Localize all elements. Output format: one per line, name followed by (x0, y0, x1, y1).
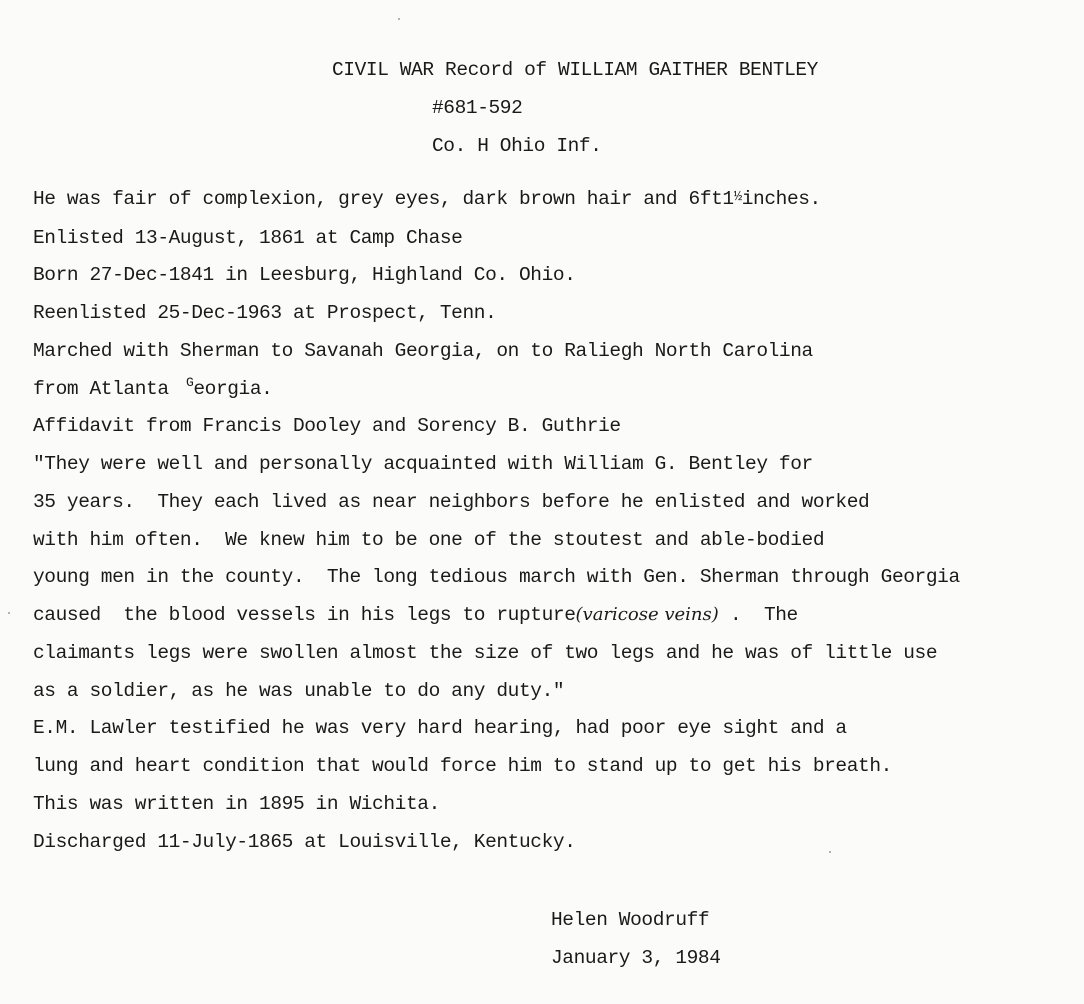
scan-speck (8, 612, 10, 614)
line-quote-4: young men in the county. The long tedious march with Gen. Sherman through Georgia (33, 566, 960, 588)
from-atlanta-text: from Atlanta (33, 378, 180, 400)
height-fraction: ½ (733, 189, 742, 205)
line-discharged: Discharged 11-July-1865 at Louisville, Kentucky. (33, 831, 576, 853)
quote-5-text-end: . The (718, 604, 798, 626)
line-from-atlanta (33, 377, 272, 403)
description-text-end: inches. (741, 188, 821, 210)
line-quote-7: as a soldier, as he was unable to do any duty." (33, 680, 565, 702)
handwritten-note: (varicose veins) (575, 604, 719, 625)
signature-name: Helen Woodruff (551, 909, 710, 931)
military-unit: Co. H Ohio Inf. (432, 135, 602, 157)
line-enlisted: Enlisted 13-August, 1861 at Camp Chase (33, 227, 463, 249)
line-description (33, 187, 821, 213)
scan-speck (829, 851, 831, 853)
line-lawler: E.M. Lawler testified he was very hard hearing, had poor eye sight and a (33, 717, 847, 739)
line-marched: Marched with Sherman to Savanah Georgia, on to Raliegh North Carolina (33, 340, 813, 362)
line-affidavit: Affidavit from Francis Dooley and Sorency B. Guthrie (33, 415, 621, 437)
line-written: This was written in 1895 in Wichita. (33, 793, 440, 815)
description-text: He was fair of complexion, grey eyes, dark brown hair and 6ft1 (33, 188, 734, 210)
document-title: CIVIL WAR Record of WILLIAM GAITHER BENTLEY (332, 59, 818, 81)
quote-5-text: caused the blood vessels in his legs to rupture (33, 604, 576, 626)
line-condition: lung and heart condition that would force him to stand up to get his breath. (33, 755, 892, 777)
inserted-letter: G (185, 375, 194, 390)
line-reenlisted: Reenlisted 25-Dec-1963 at Prospect, Tenn. (33, 302, 497, 324)
line-born: Born 27-Dec-1841 in Leesburg, Highland Co. Ohio. (33, 264, 576, 286)
line-quote-2: 35 years. They each lived as near neighbors before he enlisted and worked (33, 491, 870, 513)
scan-speck (398, 18, 400, 20)
line-quote-3: with him often. We knew him to be one of the stoutest and able-bodied (33, 529, 825, 551)
line-quote-5 (33, 603, 798, 627)
signature-date: January 3, 1984 (551, 947, 721, 969)
georgia-text: eorgia. (193, 378, 273, 400)
line-quote-6: claimants legs were swollen almost the size of two legs and he was of little use (33, 642, 938, 664)
record-number: #681-592 (432, 97, 523, 119)
line-quote-1: "They were well and personally acquainted with William G. Bentley for (33, 453, 813, 475)
